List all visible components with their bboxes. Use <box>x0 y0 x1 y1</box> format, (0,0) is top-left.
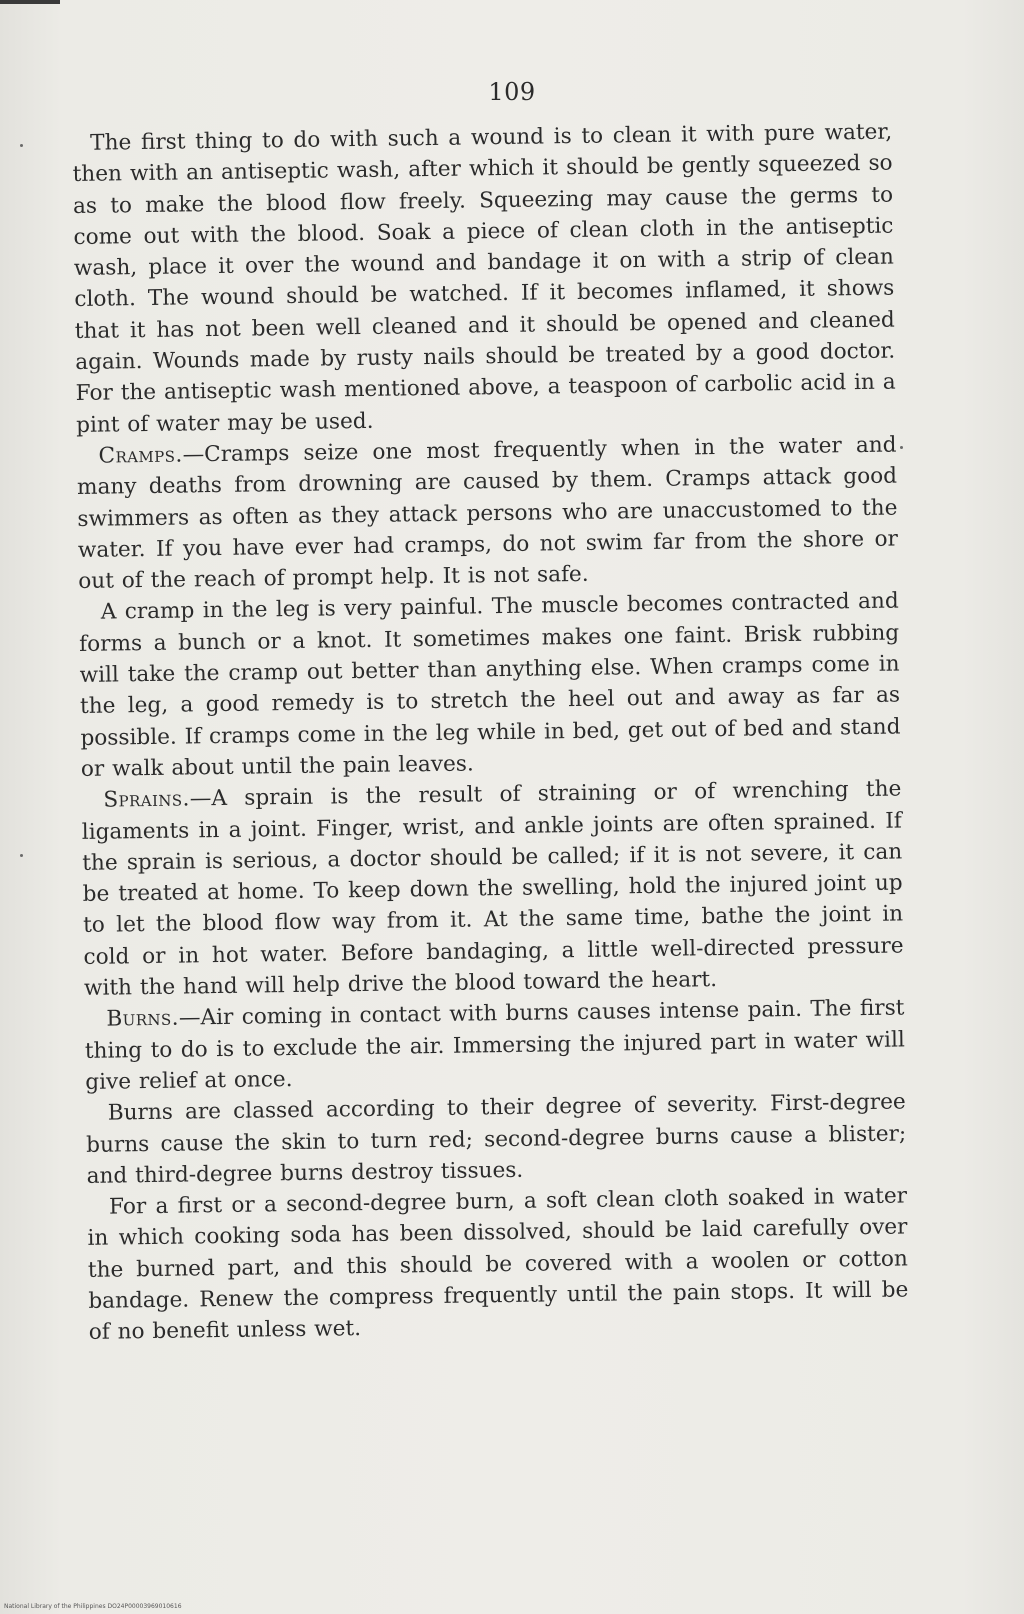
paragraph-cramp-leg <box>79 586 902 785</box>
paragraph-burn-degrees <box>86 1087 907 1192</box>
paragraph-text: Burns are classed according to their degree of severity. First-degree burns cause the skin to turn red; second-degree burns cause a blister; and third-degree burns destroy tissues. <box>86 1089 907 1189</box>
paragraph-text: —Air coming in contact with burns causes intense pain. The first thing to do is to exclude the air. Immersing the injured part in water will give relief at once. <box>84 995 905 1095</box>
paragraph-sprains <box>81 774 904 1005</box>
section-heading-sprains: Sprains. <box>103 786 190 813</box>
scan-speck <box>20 144 23 147</box>
paragraph-cramps <box>76 429 898 597</box>
scan-edge-mark <box>0 0 60 4</box>
paragraph-text: The first thing to do with such a wound is to clean it with pure water, then with an antiseptic wash, after which it should be gently squeezed so as to make the blood flow freely. Squeezing may cause the germs to come out with the blood. Soak a piece of clean cloth in the antiseptic wash, place it over the wound and bandage it on with a strip of clean cloth. The wound should be watched. If it becomes inflamed, it shows that it has not been well cleaned and it should be opened and cleaned again. Wounds made by rusty nails should be treated by a good doctor. For the antiseptic wash mentioned above, a teaspoon of carbolic acid in a pint of water may be used. <box>72 119 896 438</box>
section-heading-burns: Burns. <box>106 1005 180 1032</box>
body-text <box>72 117 909 1349</box>
paragraph-text: —A sprain is the result of straining or of wrenching the ligaments in a joint. Finger, wrist, and ankle joints are often sprained. If the sprain is serious, a doctor should be called; if it is not severe, it can be treated at home. To keep down the swelling, hold the injured joint up to let the blood flow way from it. At the same time, bathe the joint in cold or in hot water. Before bandaging, a little well-directed pressure with the hand will help drive the blood toward the heart. <box>81 776 904 1001</box>
page-number: 109 <box>488 78 536 106</box>
paragraph-text: A cramp in the leg is very painful. The muscle becomes contracted and forms a bunch or a knot. It sometimes makes one faint. Brisk rubbing will take the cramp out better than anything else. When cramps come in the leg, a good remedy is to stretch the heel out and away as far as possible. If cramps come in the leg while in bed, get out of bed and stand or walk about until the pain leaves. <box>79 588 901 782</box>
paragraph-wound-care <box>72 117 896 441</box>
section-heading-cramps: Cramps. <box>98 442 183 469</box>
paragraph-text: For a first or a second-degree burn, a soft clean cloth soaked in water in which cooking soda has been dissolved, should be laid carefully over the burned part, and this should be covered with a woolen or cotton bandage. Renew the compress frequently until the pain stops. It will be of no benefit unless wet. <box>87 1183 909 1346</box>
paragraph-text: —Cramps seize one most frequently when in the water and many deaths from drowning are caused by them. Cramps attack good swimmers as often as they attack persons who are unaccustomed to the water. If you have ever had cramps, do not swim far from the shore or out of the reach of prompt help. It is not safe. <box>76 432 898 595</box>
paragraph-burns <box>84 993 905 1098</box>
scan-footer-note: National Library of the Philippines DO24P00003969010616 <box>4 1603 182 1610</box>
scan-speck <box>20 854 23 857</box>
paragraph-burn-treatment <box>87 1181 909 1349</box>
scan-speck <box>900 446 903 449</box>
